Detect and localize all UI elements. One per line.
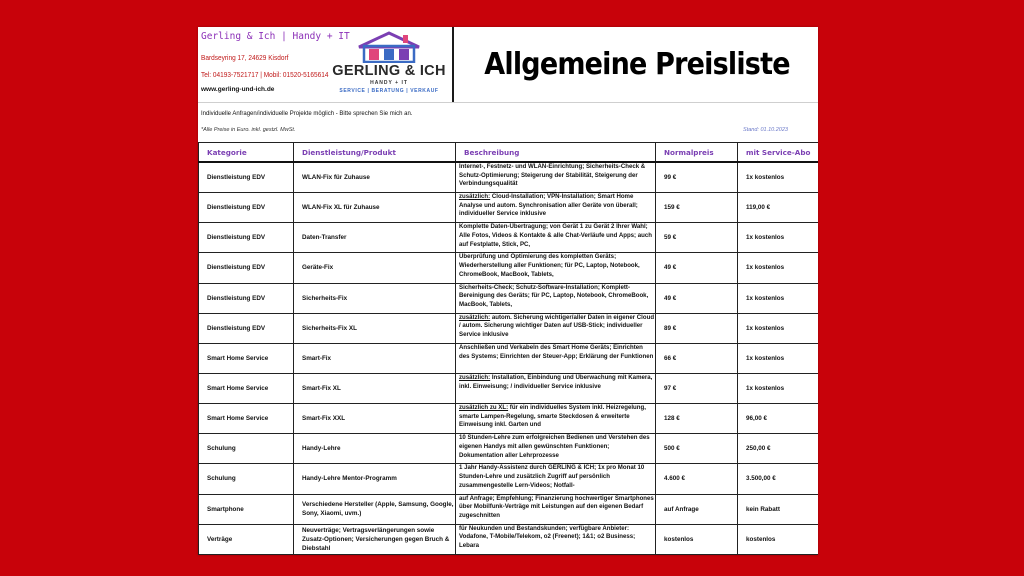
cell-produkt: Smart-Fix XL	[294, 373, 456, 403]
description-text	[459, 374, 655, 403]
cell-kategorie: Smart Home Service	[199, 373, 294, 403]
cell-kategorie: Dienstleistung EDV	[199, 162, 294, 193]
table-row	[199, 253, 819, 283]
table-row	[199, 313, 819, 343]
cell-normalpreis: 99 €	[656, 162, 738, 193]
cell-beschreibung	[456, 313, 656, 343]
header-service-abo: mit Service-Abo	[738, 143, 819, 163]
cell-kategorie: Dienstleistung EDV	[199, 253, 294, 283]
date-stamp: Stand: 01.10.2023	[743, 127, 788, 133]
description-prefix: zusätzlich:	[459, 193, 491, 201]
cell-beschreibung	[456, 434, 656, 464]
cell-normalpreis: 128 €	[656, 404, 738, 434]
cell-beschreibung	[456, 494, 656, 524]
description-line	[459, 434, 655, 460]
cell-service-abo: kein Rabatt	[738, 494, 819, 524]
company-info	[198, 27, 454, 102]
cell-normalpreis: auf Anfrage	[656, 494, 738, 524]
cell-kategorie: Dienstleistung EDV	[199, 193, 294, 223]
company-phone: Tel: 04193-7521717 | Mobil: 01520-5165614	[201, 71, 329, 80]
description-text	[459, 193, 655, 222]
company-logo	[329, 31, 449, 99]
table-row	[199, 434, 819, 464]
cell-produkt: Smart-Fix XXL	[294, 404, 456, 434]
company-name: Gerling & Ich | Handy + IT	[201, 31, 350, 42]
cell-kategorie: Schulung	[199, 464, 294, 494]
description-text	[459, 464, 655, 493]
cell-service-abo: 250,00 €	[738, 434, 819, 464]
cell-produkt: Sicherheits-Fix	[294, 283, 456, 313]
cell-service-abo: 96,00 €	[738, 404, 819, 434]
cell-beschreibung	[456, 193, 656, 223]
description-body: 1 Jahr Handy-Assistenz durch GERLING & ICH; 1x pro Monat 10 Stunden-Lehre und zusätzlich Zugriff auf persönlich zusammengestelle Lern-Videos; Notfall-	[459, 464, 645, 489]
cell-kategorie: Schulung	[199, 434, 294, 464]
house-logo-icon	[355, 31, 423, 63]
description-text	[459, 314, 655, 343]
description-line	[459, 495, 655, 521]
cell-kategorie: Smart Home Service	[199, 404, 294, 434]
description-text	[459, 525, 655, 554]
company-website[interactable]: www.gerling-und-ich.de	[201, 86, 275, 93]
description-line	[459, 193, 655, 219]
cell-produkt: Neuverträge; Vertragsverlängerungen sowie Zusatz-Optionen; Versicherungen gegen Bruch & Diebstahl	[294, 524, 456, 554]
table-row	[199, 494, 819, 524]
cell-produkt: Sicherheits-Fix XL	[294, 313, 456, 343]
description-line	[459, 314, 655, 340]
description-text	[459, 253, 655, 282]
table-row	[199, 162, 819, 193]
cell-normalpreis: kostenlos	[656, 524, 738, 554]
cell-beschreibung	[456, 373, 656, 403]
description-line	[459, 404, 655, 430]
description-body: Installation, Einbindung und Überwachung mit Kamera, inkl. Einweisung; / individueller Service inklusive	[459, 374, 653, 390]
cell-normalpreis: 66 €	[656, 343, 738, 373]
cell-produkt: Handy-Lehre Mentor-Programm	[294, 464, 456, 494]
description-line	[459, 374, 655, 391]
cell-beschreibung	[456, 404, 656, 434]
description-body: auf Anfrage; Empfehlung; Finanzierung hochwertiger Smartphones über Mobilfunk-Verträge mit Leistungen auf den eigenen Bedarf zugeschnitten	[459, 494, 654, 519]
cell-normalpreis: 49 €	[656, 283, 738, 313]
header	[198, 27, 818, 103]
cell-normalpreis: 49 €	[656, 253, 738, 283]
description-body: 10 Stunden-Lehre zum erfolgreichen Bedienen und Verstehen des eigenen Handys mit allen gewünschten Funktionen; Dokumentation aller Lehrprozesse	[459, 434, 650, 459]
description-body: autom. Sicherung wichtiger/aller Daten in eigener Cloud / autom. Sicherung wichtiger Daten auf USB-Stick; individueller Service inklusive	[459, 313, 655, 338]
description-line	[459, 253, 655, 279]
cell-beschreibung	[456, 464, 656, 494]
cell-normalpreis: 4.600 €	[656, 464, 738, 494]
header-beschreibung: Beschreibung	[456, 143, 656, 163]
description-prefix: zusätzlich:	[459, 313, 491, 321]
price-list-sheet	[198, 27, 818, 555]
description-text	[459, 404, 655, 433]
cell-beschreibung	[456, 162, 656, 193]
cell-normalpreis: 500 €	[656, 434, 738, 464]
cell-produkt: Verschiedene Hersteller (Apple, Samsung, Google, Sony, Xiaomi, uvm.)	[294, 494, 456, 524]
cell-normalpreis: 89 €	[656, 313, 738, 343]
individual-requests-note: Individuelle Anfragen/individuelle Projekte möglich - Bitte sprechen Sie mich an.	[201, 111, 413, 117]
cell-normalpreis: 159 €	[656, 193, 738, 223]
cell-normalpreis: 59 €	[656, 223, 738, 253]
description-text	[459, 434, 655, 463]
description-line	[459, 163, 655, 189]
cell-normalpreis: 97 €	[656, 373, 738, 403]
description-line	[459, 525, 655, 551]
cell-service-abo: 119,00 €	[738, 193, 819, 223]
description-text	[459, 344, 655, 373]
description-body: für ein individuelles System inkl. Heizregelung, smarte Lampen-Regelung, smarte Steckdosen & erweiterte Einweisung inkl. Garten und	[459, 404, 646, 429]
description-body: Anschließen und Verkabeln des Smart Home Geräts; Einrichten des Systems; Einrichten der Steuer-App; Erklärung der Funktionen	[459, 343, 654, 360]
description-prefix: zusätzlich:	[459, 374, 491, 382]
description-body: Überprüfung und Optimierung des kompletten Geräts; Wiederherstellung aller Funktionen; für PC, Laptop, Notebook, ChromeBook, MacBook, Tablets,	[459, 253, 640, 278]
table-row	[199, 343, 819, 373]
description-text	[459, 223, 655, 252]
cell-service-abo: 1x kostenlos	[738, 162, 819, 193]
cell-beschreibung	[456, 343, 656, 373]
description-body: Cloud-Installation; VPN-Installation; Smart Home Analyse und autom. Synchronisation aller Geräte von überall; individueller Service inklusive	[459, 193, 638, 218]
table-row	[199, 193, 819, 223]
cell-produkt: Daten-Transfer	[294, 223, 456, 253]
header-dienstleistung: Dienstleistung/Produkt	[294, 143, 456, 163]
cell-service-abo: 1x kostenlos	[738, 253, 819, 283]
cell-kategorie: Dienstleistung EDV	[199, 223, 294, 253]
description-line	[459, 464, 655, 490]
table-row	[199, 373, 819, 403]
table-header-row	[199, 143, 819, 163]
cell-beschreibung	[456, 223, 656, 253]
header-kategorie: Kategorie	[199, 143, 294, 163]
logo-services: SERVICE | BERATUNG | VERKAUF	[339, 88, 439, 94]
cell-produkt: WLAN-Fix XL für Zuhause	[294, 193, 456, 223]
table-row	[199, 524, 819, 554]
cell-service-abo: 3.500,00 €	[738, 464, 819, 494]
description-line	[459, 284, 655, 310]
cell-service-abo: 1x kostenlos	[738, 223, 819, 253]
price-table	[198, 142, 818, 555]
logo-name: GERLING & ICH	[332, 63, 446, 79]
header-normalpreis: Normalpreis	[656, 143, 738, 163]
cell-service-abo: kostenlos	[738, 524, 819, 554]
price-note: *Alle Preise in Euro. inkl. gestzl. MwSt.	[201, 127, 296, 133]
cell-service-abo: 1x kostenlos	[738, 343, 819, 373]
cell-produkt: WLAN-Fix für Zuhause	[294, 162, 456, 193]
description-body: für Neukunden und Bestandskunden; verfügbare Anbieter: Vodafone, T-Mobile/Telekom, o2 (Freenet); 1&1; o2 Business; Lebara	[459, 524, 636, 550]
cell-kategorie: Dienstleistung EDV	[199, 283, 294, 313]
cell-service-abo: 1x kostenlos	[738, 313, 819, 343]
logo-subtitle: HANDY + IT	[370, 80, 408, 86]
cell-beschreibung	[456, 283, 656, 313]
description-prefix: zusätzlich zu XL:	[459, 404, 509, 412]
cell-kategorie: Smartphone	[199, 494, 294, 524]
description-text	[459, 495, 655, 524]
page-title: Allgemeine Preisliste	[484, 47, 790, 82]
table-row	[199, 404, 819, 434]
description-body: Komplette Daten-Übertragung; von Gerät 1 zu Gerät 2 Ihrer Wahl; Alle Fotos, Videos & Kontakte & alle Chat-Verläufe und Apps; auch auf Festplatte, Stick, PC,	[459, 223, 652, 248]
cell-beschreibung	[456, 253, 656, 283]
cell-beschreibung	[456, 524, 656, 554]
description-text	[459, 284, 655, 313]
cell-kategorie: Dienstleistung EDV	[199, 313, 294, 343]
description-line	[459, 223, 655, 249]
description-text	[459, 163, 655, 192]
cell-produkt: Handy-Lehre	[294, 434, 456, 464]
description-body: Internet-, Festnetz- und WLAN-Einrichtung; Sicherheits-Check & Schutz-Optimierung; Steigerung der Stabilität, Steigerung der Verbindungsqualität	[459, 163, 646, 188]
cell-service-abo: 1x kostenlos	[738, 373, 819, 403]
description-body: Sicherheits-Check; Schutz-Software-Installation; Komplett-Bereinigung des Geräts; für PC, Laptop, Notebook, ChromeBook, MacBook, Tablets,	[459, 283, 649, 308]
company-address: Bardseyring 17, 24629 Kisdorf	[201, 54, 289, 63]
table-row	[199, 283, 819, 313]
cell-produkt: Geräte-Fix	[294, 253, 456, 283]
table-row	[199, 223, 819, 253]
cell-kategorie: Verträge	[199, 524, 294, 554]
cell-service-abo: 1x kostenlos	[738, 283, 819, 313]
cell-produkt: Smart-Fix	[294, 343, 456, 373]
cell-kategorie: Smart Home Service	[199, 343, 294, 373]
table-row	[199, 464, 819, 494]
description-line	[459, 344, 655, 361]
